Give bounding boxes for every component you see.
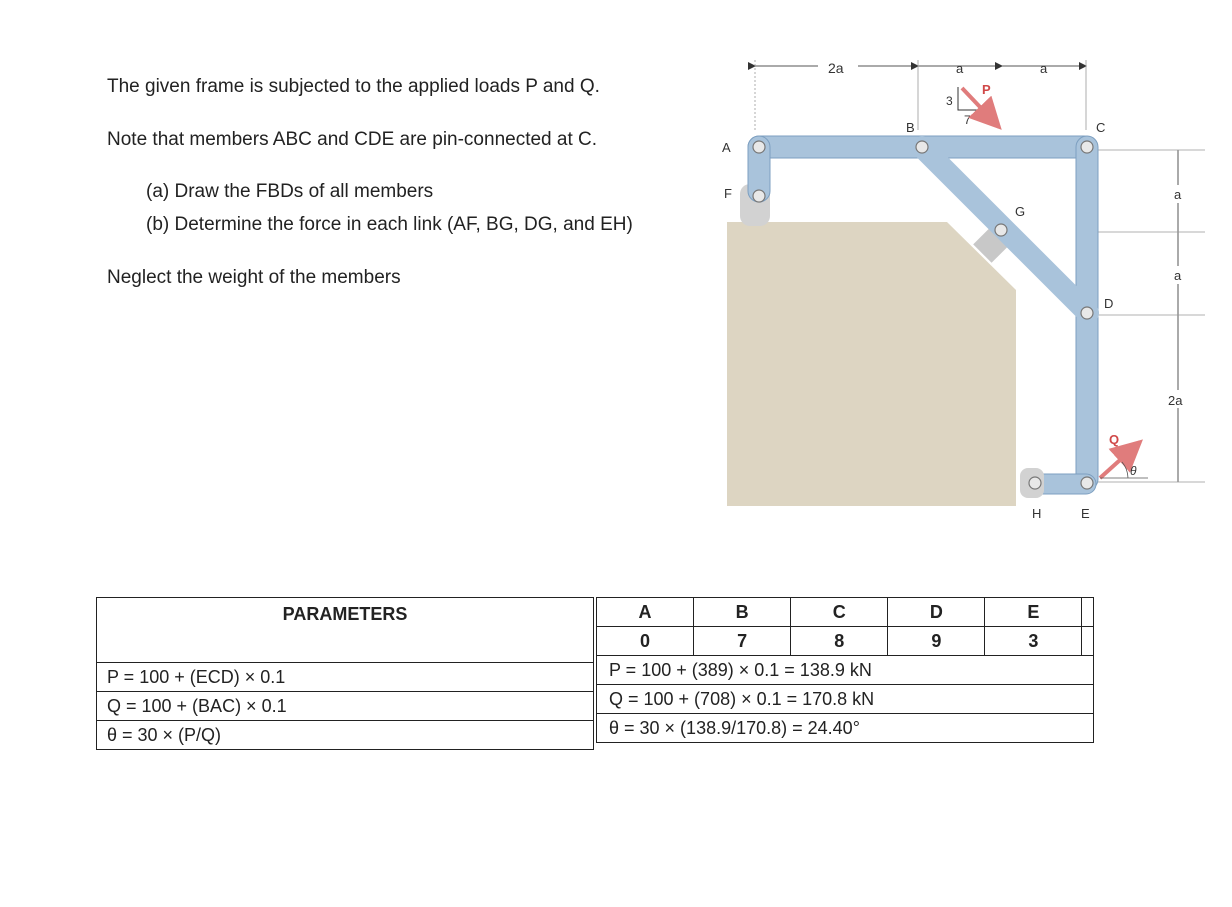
col-e: E bbox=[985, 598, 1082, 627]
label-g: G bbox=[1015, 204, 1026, 219]
col-c: C bbox=[791, 598, 888, 627]
parameters-header: PARAMETERS bbox=[97, 598, 594, 663]
angle-theta: θ bbox=[1130, 464, 1137, 478]
formula-p: P = 100 + (ECD) × 0.1 bbox=[97, 663, 594, 692]
problem-intro: The given frame is subjected to the applied loads P and Q. bbox=[107, 76, 600, 97]
label-d: D bbox=[1104, 296, 1114, 311]
val-d: 9 bbox=[888, 627, 985, 656]
slope-run: 7 bbox=[964, 113, 971, 127]
formula-q: Q = 100 + (BAC) × 0.1 bbox=[97, 692, 594, 721]
col-d: D bbox=[888, 598, 985, 627]
label-e: E bbox=[1081, 506, 1090, 521]
result-q: Q = 100 + (708) × 0.1 = 170.8 kN bbox=[597, 685, 1094, 714]
slope-rise: 3 bbox=[946, 94, 953, 108]
problem-neglect: Neglect the weight of the members bbox=[107, 267, 401, 288]
col-a: A bbox=[597, 598, 694, 627]
label-c: C bbox=[1096, 120, 1106, 135]
load-p-label: P bbox=[982, 82, 991, 97]
parameters-table bbox=[96, 597, 594, 750]
values-table bbox=[596, 597, 1094, 743]
frame-figure bbox=[700, 50, 1210, 521]
wall-block bbox=[727, 222, 1016, 506]
load-q-label: Q bbox=[1109, 432, 1120, 447]
val-e: 3 bbox=[985, 627, 1082, 656]
dim-2a-top: 2a bbox=[828, 60, 844, 76]
problem-note: Note that members ABC and CDE are pin-connected at C. bbox=[107, 129, 598, 150]
label-f: F bbox=[724, 186, 732, 201]
dim-a-top-2: a bbox=[1040, 61, 1048, 76]
label-b: B bbox=[906, 120, 915, 135]
formula-theta: θ = 30 × (P/Q) bbox=[97, 721, 594, 750]
task-b: (b) Determine the force in each link (AF, BG, DG, and EH) bbox=[146, 214, 633, 235]
result-theta: θ = 30 × (138.9/170.8) = 24.40° bbox=[597, 714, 1094, 743]
dim-2a-right: 2a bbox=[1168, 393, 1183, 408]
val-a: 0 bbox=[597, 627, 694, 656]
label-a: A bbox=[722, 140, 731, 155]
col-b: B bbox=[694, 598, 791, 627]
val-b: 7 bbox=[694, 627, 791, 656]
dim-a-top-1: a bbox=[956, 61, 964, 76]
dim-a-right-2: a bbox=[1174, 268, 1182, 283]
result-p: P = 100 + (389) × 0.1 = 138.9 kN bbox=[597, 656, 1094, 685]
dim-a-right-1: a bbox=[1174, 187, 1182, 202]
task-a: (a) Draw the FBDs of all members bbox=[146, 181, 434, 202]
label-h: H bbox=[1032, 506, 1042, 521]
val-c: 8 bbox=[791, 627, 888, 656]
